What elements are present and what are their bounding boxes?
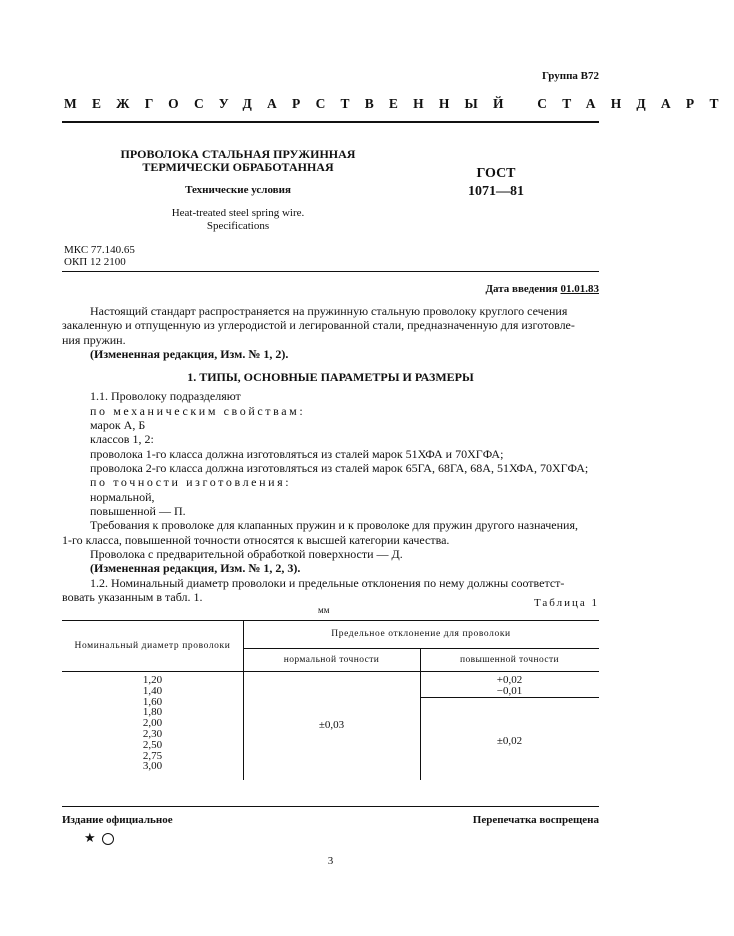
reprint-prohibited-label: Перепечатка воспрещена <box>472 814 599 826</box>
gost-label: ГОСТ <box>476 166 516 181</box>
english-title-line-2: Specifications <box>206 220 270 232</box>
okp-code: ОКП 12 2100 <box>64 256 126 268</box>
clause-1-2-a: 1.2. Номинальный диаметр проволоки и предельные отклонения по нему должны соответст- <box>90 576 565 590</box>
circle-icon <box>102 833 114 845</box>
classification-codes <box>64 244 135 268</box>
table-cell-diameter: 3,00 <box>142 760 163 773</box>
table-col-deviation-header: Предельное отклонение для проволоки <box>331 629 511 639</box>
table-column-divider-1 <box>243 620 244 780</box>
gost-number: 1071—81 <box>468 184 524 199</box>
clause-1-1-m: (Измененная редакция, Изм. № 1, 2, 3). <box>90 561 301 575</box>
english-title <box>120 207 356 233</box>
table-cell-normal-tolerance: ±0,03 <box>318 719 345 731</box>
table-cell-high-small <box>420 675 599 697</box>
clause-1-1-j: Требования к проволоке для клапанных пружин и к проволоке для пружин другого назначения, <box>90 518 578 532</box>
intro-line-3: ния пружин. <box>62 333 126 347</box>
star-icon: ★ <box>84 830 96 845</box>
gost-block <box>456 165 536 201</box>
table-col-normal-header: нормальной точности <box>283 655 380 665</box>
interstate-standard-heading: МЕЖГОСУДАРСТВЕННЫЙ СТАНДАРТ <box>64 96 734 111</box>
intro-line-1: Настоящий стандарт распространяется на пружинную стальную проволоку круглого сечения <box>90 304 568 318</box>
table-cell-diameter: 2,30 <box>142 727 163 740</box>
title-line-2: ТЕРМИЧЕСКИ ОБРАБОТАННАЯ <box>142 160 334 174</box>
clause-1-1-k: 1-го класса, повышенной точности относятся к высшей категории качества. <box>62 533 450 547</box>
mks-code: МКС 77.140.65 <box>64 244 135 256</box>
table-col-diameter-header: Номинальный диаметр проволоки <box>74 641 231 651</box>
intro-date-value: 01.01.83 <box>560 283 599 295</box>
table-unit: мм <box>318 605 330 615</box>
table-top-rule <box>62 620 599 621</box>
clause-1-1-b: по механическим свойствам: <box>90 404 306 418</box>
table-header-bottom-rule <box>62 671 599 672</box>
table-cell-diameter: 1,40 <box>142 684 163 697</box>
footer-rule <box>62 806 599 807</box>
clause-1-1-g: по точности изготовления: <box>90 475 292 489</box>
table-cell-high-minus: −0,01 <box>496 684 523 697</box>
title-line-1: ПРОВОЛОКА СТАЛЬНАЯ ПРУЖИННАЯ <box>120 147 356 161</box>
table-cell-high-plus: +0,02 <box>496 674 523 686</box>
table-high-divider <box>420 697 599 698</box>
codes-rule <box>62 271 599 272</box>
table-cell-diameter: 2,50 <box>142 738 163 751</box>
clause-1-1-h: нормальной, <box>90 490 155 504</box>
official-edition-label: Издание официальное <box>62 814 173 826</box>
table-caption: Таблица 1 <box>533 597 599 609</box>
intro-edition: (Измененная редакция, Изм. № 1, 2). <box>90 347 289 361</box>
page-number: 3 <box>327 855 334 867</box>
table-header-divider <box>243 648 599 649</box>
table-cell-high-rest: ±0,02 <box>496 735 523 747</box>
group-code: Группа В72 <box>541 70 599 82</box>
table-cell-diameter: 1,20 <box>142 674 163 686</box>
table-col-high-header: повышенной точности <box>459 655 560 665</box>
header-rule <box>62 121 599 123</box>
clause-1-1-i: повышенной — П. <box>90 504 186 518</box>
section-1-title: 1. ТИПЫ, ОСНОВНЫЕ ПАРАМЕТРЫ И РАЗМЕРЫ <box>187 370 474 384</box>
intro-line-2: закаленную и отпущенную из углеродистой и легированной стали, предназначенную для изготовле- <box>62 318 575 332</box>
table-cell-diameter: 1,80 <box>142 706 163 719</box>
table-cell-diameter: 2,75 <box>142 749 163 762</box>
table-cell-diameter: 1,60 <box>142 695 163 708</box>
diameter-list <box>62 675 243 772</box>
table-column-divider-2 <box>420 648 421 780</box>
table-cell-diameter: 2,00 <box>142 717 163 730</box>
document-title <box>120 148 356 174</box>
clause-1-1-e: проволока 1-го класса должна изготовляться из сталей марок 51ХФА и 70ХГФА; <box>90 447 504 461</box>
clause-1-1-f: проволока 2-го класса должна изготовляться из сталей марок 65ГА, 68ГА, 68А, 51ХФА, 70ХГФА; <box>90 461 589 475</box>
clause-1-1-a: 1.1. Проволоку подразделяют <box>90 389 241 403</box>
clause-1-1-c: марок А, Б <box>90 418 146 432</box>
clause-1-2-b: вовать указанным в табл. 1. <box>62 590 203 604</box>
english-title-line-1: Heat-treated steel spring wire. <box>171 207 305 219</box>
document-subtitle: Технические условия <box>185 184 291 196</box>
intro-date <box>485 283 599 295</box>
clause-1-1-l: Проволока с предварительной обработкой поверхности — Д. <box>90 547 403 561</box>
intro-date-label: Дата введения <box>485 283 561 295</box>
clause-1-1-d: классов 1, 2: <box>90 432 154 446</box>
